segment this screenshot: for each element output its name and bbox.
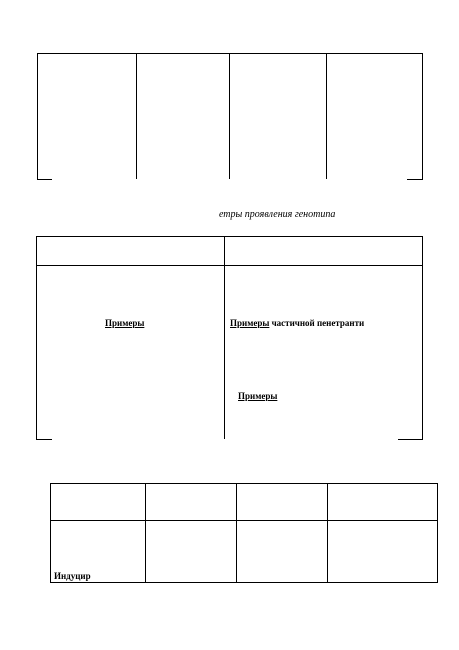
table-3-right-border bbox=[437, 483, 438, 583]
table-2-bottom-left-fragment bbox=[36, 439, 52, 440]
table-1-bottom-left-fragment bbox=[37, 179, 52, 180]
table-2-caption: етры проявления генотипа bbox=[219, 209, 336, 220]
table-1-right-border bbox=[422, 53, 423, 179]
examples-left-label: Примеры bbox=[105, 318, 145, 328]
table-2-examples-left bbox=[105, 318, 144, 328]
examples-right-link: Примеры bbox=[230, 318, 270, 328]
table-3-row-divider bbox=[50, 520, 438, 521]
examples-right-rest: частичной пенетранти bbox=[269, 318, 365, 328]
table-2-right-border bbox=[422, 236, 423, 439]
table-1-left-border bbox=[37, 53, 38, 179]
table-2-top-border bbox=[36, 236, 423, 237]
table-2-examples-right-2 bbox=[238, 391, 277, 401]
examples-right-2-label: Примеры bbox=[238, 391, 278, 401]
table-2-bottom-right-fragment bbox=[398, 439, 423, 440]
table-3-col-divider-3 bbox=[327, 483, 328, 583]
table-1-bottom-right-fragment bbox=[407, 179, 423, 180]
table-3-col-divider-1 bbox=[145, 483, 146, 583]
table-3-col-divider-2 bbox=[236, 483, 237, 583]
table-2-header-divider bbox=[36, 265, 423, 266]
table-3-bottom-border bbox=[50, 582, 438, 583]
table-1-col-divider-2 bbox=[229, 53, 230, 179]
table-1-col-divider-3 bbox=[326, 53, 327, 179]
table-3-cell-induced: Индуцир bbox=[54, 571, 91, 581]
table-2-col-divider bbox=[224, 236, 225, 439]
table-3-left-border bbox=[50, 483, 51, 583]
table-2-examples-right bbox=[230, 318, 364, 328]
table-3-top-border bbox=[50, 483, 438, 484]
table-1-top-border bbox=[37, 53, 423, 54]
table-2-left-border bbox=[36, 236, 37, 439]
table-1-col-divider-1 bbox=[136, 53, 137, 179]
